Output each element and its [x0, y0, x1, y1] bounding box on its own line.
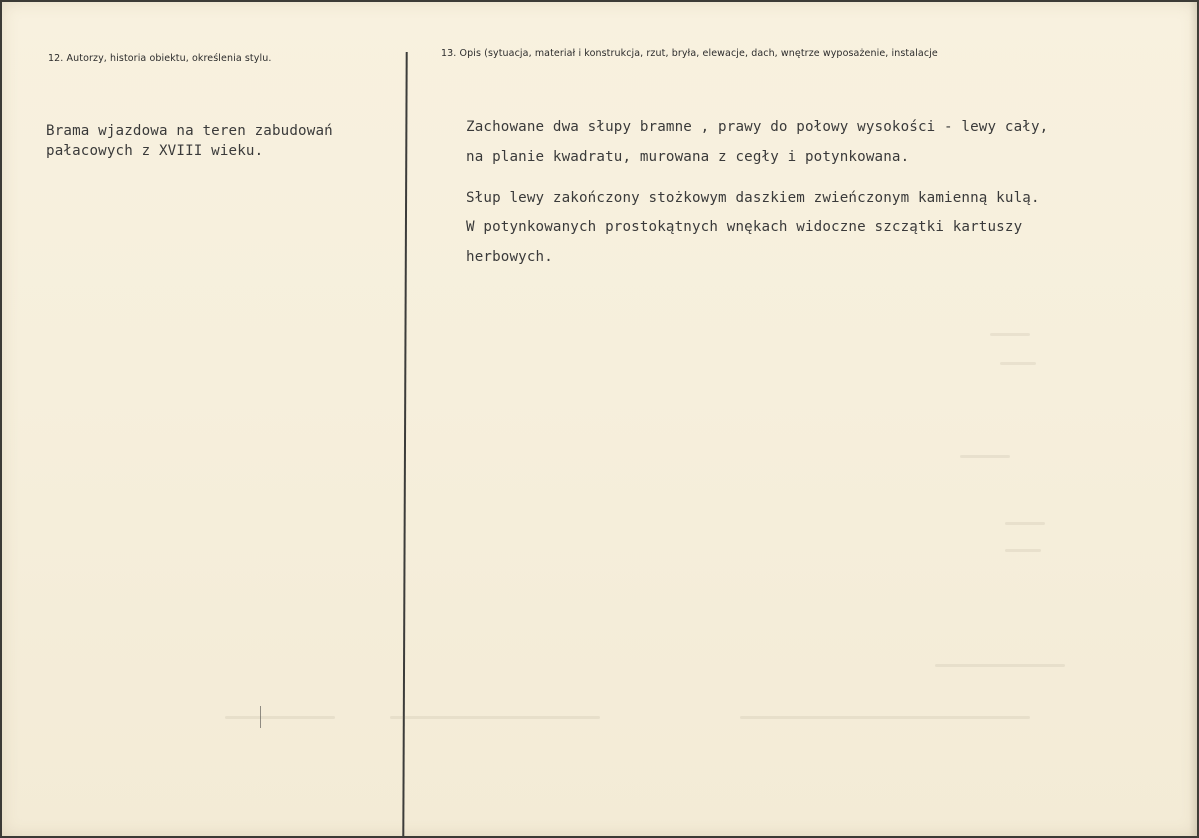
- pencil-mark: [260, 706, 261, 728]
- show-through-mark: [225, 716, 335, 719]
- section-12-text-line: pałacowych z XVIII wieku.: [46, 143, 264, 159]
- section-13-text-line: Zachowane dwa słupy bramne , prawy do połowy wysokości - lewy cały,: [466, 119, 1049, 135]
- show-through-mark: [740, 716, 1030, 719]
- show-through-mark: [935, 664, 1065, 667]
- show-through-mark: [390, 716, 600, 719]
- section-13-header: 13. Opis (sytuacja, materiał i konstrukcja, rzut, bryła, elewacje, dach, wnętrze wyposażenie, instalacje: [441, 48, 938, 59]
- section-13-text-line: na planie kwadratu, murowana z cegły i potynkowana.: [466, 149, 910, 165]
- section-12-header: 12. Autorzy, historia obiektu, określenia stylu.: [48, 53, 272, 64]
- show-through-mark: [1005, 522, 1045, 525]
- section-13-text-line: Słup lewy zakończony stożkowym daszkiem zwieńczonym kamienną kulą.: [466, 190, 1040, 206]
- section-12-text-line: Brama wjazdowa na teren zabudowań: [46, 123, 333, 139]
- section-13-text-line: W potynkowanych prostokątnych wnękach widoczne szczątki kartuszy: [466, 219, 1023, 235]
- show-through-mark: [1000, 362, 1036, 365]
- page-edge-shadow: [1189, 0, 1199, 838]
- show-through-mark: [990, 333, 1030, 336]
- section-13-text-line: herbowych.: [466, 249, 553, 265]
- show-through-mark: [960, 455, 1010, 458]
- show-through-mark: [1005, 549, 1041, 552]
